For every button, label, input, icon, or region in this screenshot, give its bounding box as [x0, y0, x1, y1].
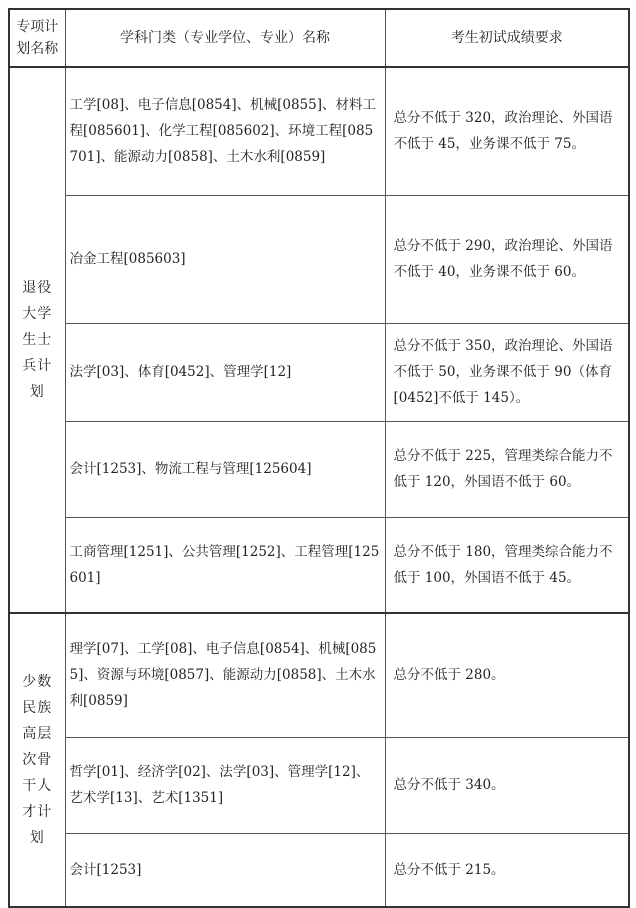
table-row [9, 517, 629, 613]
admission-requirements-sheet [8, 8, 628, 892]
major-cell: 理学[07]、工学[08]、电子信息[0854]、机械[0855]、资源与环境[0857]、能源动力[0858]、土木水利[0859] [65, 613, 385, 737]
requirements-table [8, 8, 630, 908]
major-cell: 工学[08]、电子信息[0854]、机械[0855]、材料工程[085601]、化学工程[085602]、环境工程[085701]、能源动力[0858]、土木水利[0859] [65, 67, 385, 195]
major-cell: 会计[1253]、物流工程与管理[125604] [65, 421, 385, 517]
plan-name-veteran-students: 退役大学生士兵计划 [9, 67, 65, 613]
major-cell: 冶金工程[085603] [65, 195, 385, 323]
major-cell: 法学[03]、体育[0452]、管理学[12] [65, 323, 385, 421]
requirement-cell: 总分不低于 340。 [385, 737, 629, 833]
major-cell: 工商管理[1251]、公共管理[1252]、工程管理[125601] [65, 517, 385, 613]
major-cell: 会计[1253] [65, 833, 385, 907]
table-row [9, 421, 629, 517]
major-cell: 哲学[01]、经济学[02]、法学[03]、管理学[12]、艺术学[13]、艺术[1351] [65, 737, 385, 833]
table-row [9, 613, 629, 737]
table-row [9, 323, 629, 421]
table-row [9, 195, 629, 323]
table-header-row [9, 9, 629, 67]
header-major-name: 学科门类（专业学位、专业）名称 [65, 9, 385, 67]
requirement-cell: 总分不低于 225，管理类综合能力不低于 120，外国语不低于 60。 [385, 421, 629, 517]
header-score-requirement: 考生初试成绩要求 [385, 9, 629, 67]
requirement-cell: 总分不低于 350，政治理论、外国语不低于 50，业务课不低于 90（体育[0452]不低于 145）。 [385, 323, 629, 421]
requirement-cell: 总分不低于 280。 [385, 613, 629, 737]
table-row [9, 833, 629, 907]
table-row [9, 737, 629, 833]
requirement-cell: 总分不低于 320，政治理论、外国语不低于 45，业务课不低于 75。 [385, 67, 629, 195]
requirement-cell: 总分不低于 290，政治理论、外国语不低于 40，业务课不低于 60。 [385, 195, 629, 323]
requirement-cell: 总分不低于 180，管理类综合能力不低于 100，外国语不低于 45。 [385, 517, 629, 613]
table-row [9, 67, 629, 195]
requirement-cell: 总分不低于 215。 [385, 833, 629, 907]
plan-name-ethnic-minority-talents: 少数民族高层次骨干人才计划 [9, 613, 65, 907]
header-plan-name: 专项计划名称 [9, 9, 65, 67]
